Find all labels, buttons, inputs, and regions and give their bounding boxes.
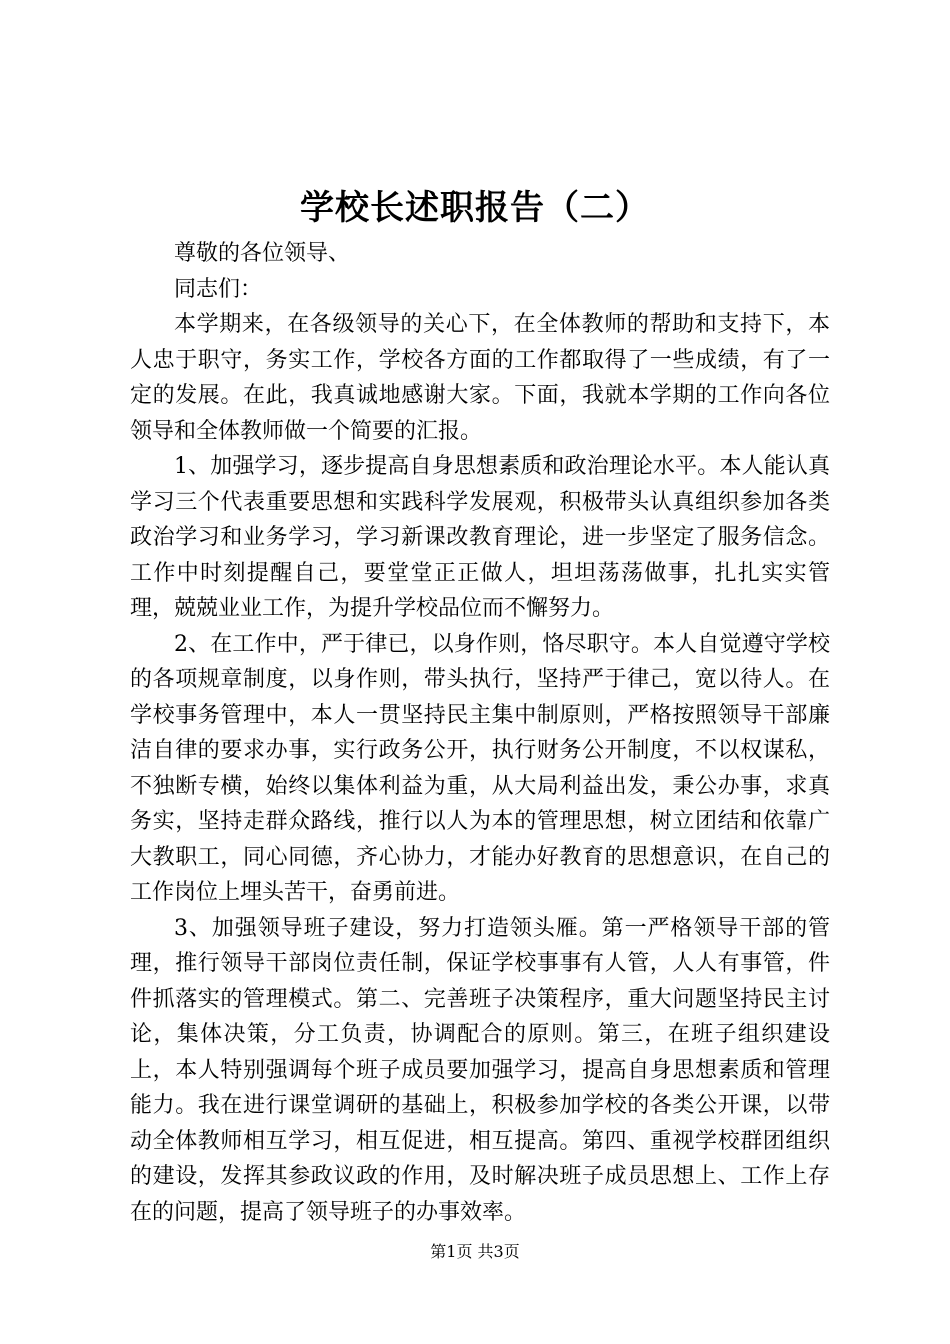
document-body bbox=[130, 236, 830, 1230]
greeting-line-2: 同志们： bbox=[174, 276, 263, 302]
paragraph-section-1: 1、加强学习，逐步提高自身思想素质和政治理论水平。本人能认真学习三个代表重要思想和实践科学发展观，积极带头认真组织参加各类政治学习和业务学习，学习新课改教育理论，进一步坚定了服务信念。工作中时刻提醒自己，要堂堂正正做人，坦坦荡荡做事，扎扎实实管理，兢兢业业工作，为提升学校品位而不懈努力。 bbox=[130, 454, 830, 621]
document-title: 学校长述职报告（二） bbox=[300, 188, 650, 228]
paragraph-intro: 本学期来，在各级领导的关心下，在全体教师的帮助和支持下，本人忠于职守，务实工作，学校各方面的工作都取得了一些成绩，有了一定的发展。在此，我真诚地感谢大家。下面，我就本学期的工作向各位领导和全体教师做一个简要的汇报。 bbox=[130, 312, 830, 444]
page-number-footer: 第1页 共3页 bbox=[430, 1242, 520, 1261]
paragraph-section-2: 2、在工作中，严于律已，以身作则，恪尽职守。本人自觉遵守学校的各项规章制度，以身作则，带头执行，坚持严于律己，宽以待人。在学校事务管理中，本人一贯坚持民主集中制原则，严格按照领导干部廉洁自律的要求办事，实行政务公开，执行财务公开制度，不以权谋私，不独断专横，始终以集体利益为重，从大局利益出发，秉公办事，求真务实，坚持走群众路线，推行以人为本的管理思想，树立团结和依靠广大教职工，同心同德，齐心协力，才能办好教育的思想意识，在自己的工作岗位上埋头苦干，奋勇前进。 bbox=[130, 631, 830, 905]
greeting-line-1: 尊敬的各位领导、 bbox=[174, 241, 351, 266]
paragraph-section-3: 3、加强领导班子建设，努力打造领头雁。第一严格领导干部的管理，推行领导干部岗位责任制，保证学校事事有人管，人人有事管，件件抓落实的管理模式。第二、完善班子决策程序，重大问题坚持民主讨论，集体决策，分工负责，协调配合的原则。第三，在班子组织建设上，本人特别强调每个班子成员要加强学习，提高自身思想素质和管理能力。我在进行课堂调研的基础上，积极参加学校的各类公开课，以带动全体教师相互学习，相互促进，相互提高。第四、重视学校群团组织的建设，发挥其参政议政的作用，及时解决班子成员思想上、工作上存在的问题，提高了领导班子的办事效率。 bbox=[130, 915, 830, 1225]
